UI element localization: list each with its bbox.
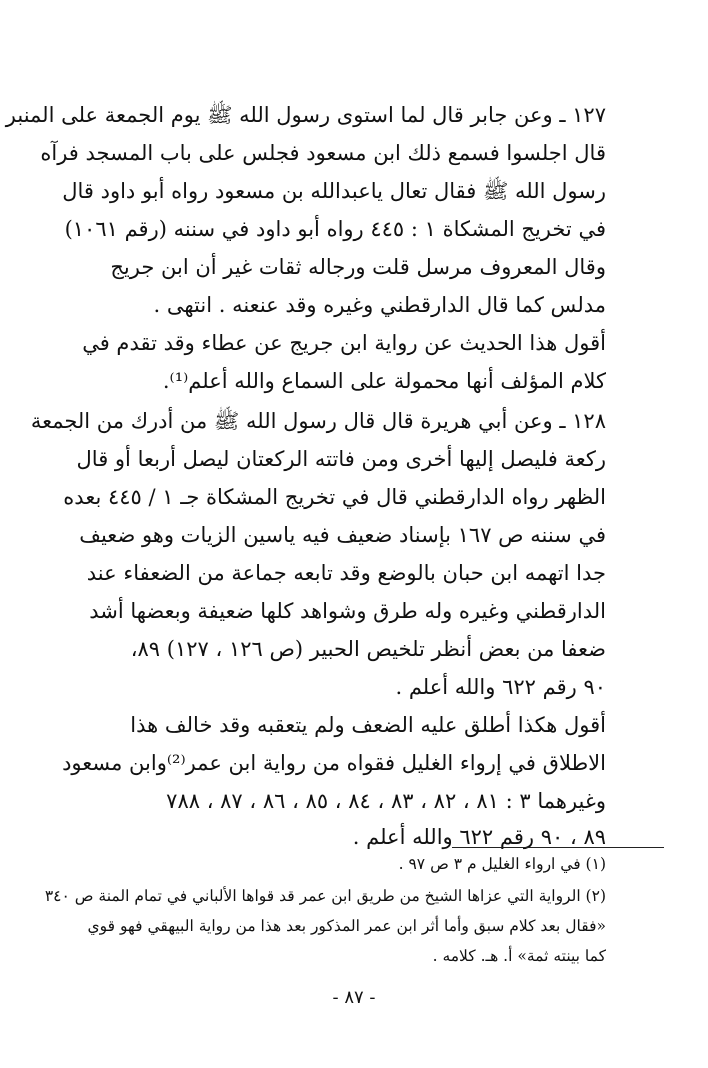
body-line: أقول هكذا أطلق عليه الضعف ولم يتعقبه وقد خالف هذا	[130, 713, 606, 737]
body-line: في سننه ص ١٦٧ بإسناد ضعيف فيه ياسين الزيات وهو ضعيف	[79, 523, 606, 547]
body-line: ضعفا من بعض أنظر تلخيص الحبير (ص ١٢٦ ، ١٢٧) ٨٩،	[130, 637, 606, 661]
footnote-line: (١) في ارواء الغليل م ٣ ص ٩٧ .	[398, 855, 606, 873]
body-line: ٩٠ رقم ٦٢٢ والله أعلم .	[395, 675, 606, 699]
body-line: قال اجلسوا فسمع ذلك ابن مسعود فجلس على باب المسجد فرآه	[40, 141, 606, 165]
body-line: ركعة فليصل إليها أخرى ومن فاتته الركعتان ليصل أربعا أو قال	[76, 447, 606, 471]
body-line: مدلس كما قال الدارقطني وغيره وقد عنعنه . انتهى .	[153, 293, 606, 317]
footnote-line: كما بينته ثمة» أ. هـ. كلامه .	[432, 947, 606, 965]
body-line: الدارقطني وغيره وله طرق وشواهد كلها ضعيفة وبعضها أشد	[89, 599, 606, 623]
body-line: الاطلاق في إرواء الغليل فقواه من رواية ابن عمر⁽²⁾وابن مسعود	[62, 751, 606, 775]
body-line: ١٢٧ ـ وعن جابر قال لما استوى رسول الله ﷺ يوم الجمعة على المنبر	[5, 103, 606, 127]
body-line: في تخريج المشكاة ١ : ٤٤٥ رواه أبو داود في سننه (رقم ١٠٦١)	[64, 217, 606, 241]
body-line: رسول الله ﷺ فقال تعال ياعبدالله بن مسعود رواه أبو داود قال	[62, 179, 606, 203]
footnote-separator	[452, 847, 664, 848]
body-line: وغيرهما ٣ : ٨١ ، ٨٢ ، ٨٣ ، ٨٤ ، ٨٥ ، ٨٦ ، ٨٧ ، ٧٨٨	[166, 789, 606, 813]
footnote-line: (٢) الرواية التي عزاها الشيخ من طريق ابن عمر قد قواها الألباني في تمام المنة ص ٣٤٠	[44, 887, 606, 905]
body-line: كلام المؤلف أنها محمولة على السماع والله أعلم⁽¹⁾.	[162, 369, 606, 393]
body-line: الظهر رواه الدارقطني قال في تخريج المشكاة جـ ١ / ٤٤٥ بعده	[63, 485, 606, 509]
body-line: وقال المعروف مرسل قلت ورجاله ثقات غير أن ابن جريج	[110, 255, 606, 279]
body-line: ١٢٨ ـ وعن أبي هريرة قال قال رسول الله ﷺ من أدرك من الجمعة	[30, 409, 606, 433]
page-number: - ٨٧ -	[332, 987, 376, 1008]
body-line: أقول هذا الحديث عن رواية ابن جريج عن عطاء وقد تقدم في	[82, 331, 606, 355]
body-line: جدا اتهمه ابن حبان بالوضع وقد تابعه جماعة من الضعفاء عند	[86, 561, 606, 585]
body-line: ٨٩ ، ٩٠ رقم ٦٢٢ والله أعلم .	[352, 825, 606, 849]
footnote-line: «فقال بعد كلام سبق وأما أثر ابن عمر المذكور بعد هذا من رواية البيهقي فهو قوي	[87, 917, 606, 935]
